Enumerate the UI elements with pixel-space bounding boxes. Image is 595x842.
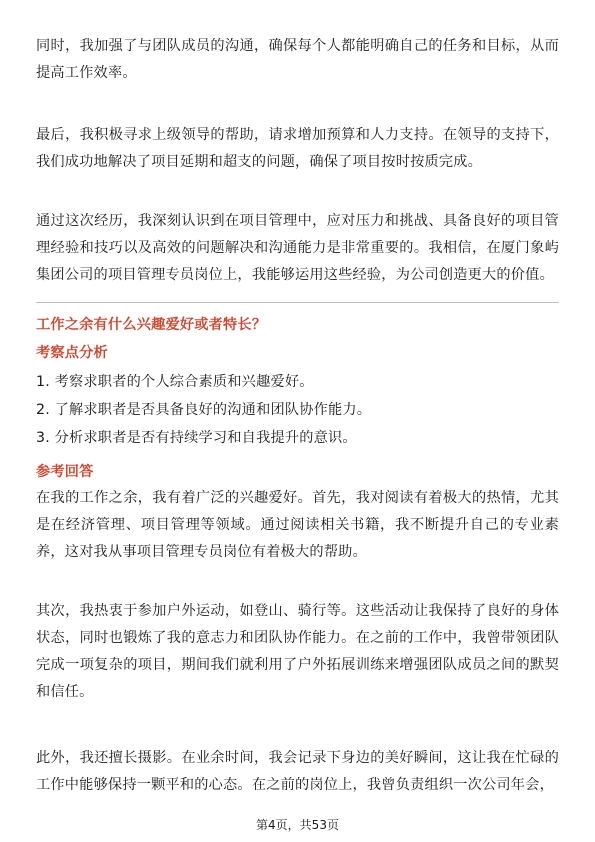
analysis-points	[36, 368, 371, 452]
answer-title: 参考回答	[36, 464, 94, 480]
answer-paragraph-outdoor: 其次，我热衷于参加户外运动，如登山、骑行等。这些活动让我保持了良好的身体状态，同时也锻炼了我的意志力和团队协作能力。在之前的工作中，我曾带领团队完成一项复杂的项目，期间我们就利用了户外拓展训练来增强团队成员之间的默契和信任。	[36, 603, 559, 700]
analysis-point: 3. 分析求职者是否有持续学习和自我提升的意识。	[36, 430, 357, 446]
page-number: 第4页，共53页	[256, 818, 339, 832]
answer-paragraph-photography: 此外，我还擅长摄影。在业余时间，我会记录下身边的美好瞬间，这让我在忙碌的工作中能够保持一颗平和的心态。在之前的岗位上，我曾负责组织一次公司年会，	[36, 750, 559, 793]
paragraph-conclusion: 通过这次经历，我深刻认识到在项目管理中，应对压力和挑战、具备良好的项目管理经验和技巧以及高效的问题解决和沟通能力是非常重要的。我相信，在厦门象屿集团公司的项目管理专员岗位上，我能够运用这些经验，为公司创造更大的价值。	[36, 213, 559, 283]
paragraph-leadership-support: 最后，我积极寻求上级领导的帮助，请求增加预算和人力支持。在领导的支持下，我们成功地解决了项目延期和超支的问题，确保了项目按时按质完成。	[36, 127, 559, 170]
answer-paragraph-reading: 在我的工作之余，我有着广泛的兴趣爱好。首先，我对阅读有着极大的热情，尤其是在经济管理、项目管理等领域。通过阅读相关书籍，我不断提升自己的专业素养，这对我从事项目管理专员岗位有着极大的帮助。	[36, 490, 559, 560]
question-title: 工作之余有什么兴趣爱好或者特长？	[36, 317, 267, 333]
analysis-point: 1. 考察求职者的个人综合素质和兴趣爱好。	[36, 374, 314, 390]
analysis-title: 考察点分析	[36, 345, 108, 361]
analysis-point: 2. 了解求职者是否具备良好的沟通和团队协作能力。	[36, 402, 372, 418]
section-divider	[36, 302, 559, 303]
paragraph-communication: 同时，我加强了与团队成员的沟通，确保每个人都能明确自己的任务和目标，从而提高工作效率。	[36, 38, 559, 81]
